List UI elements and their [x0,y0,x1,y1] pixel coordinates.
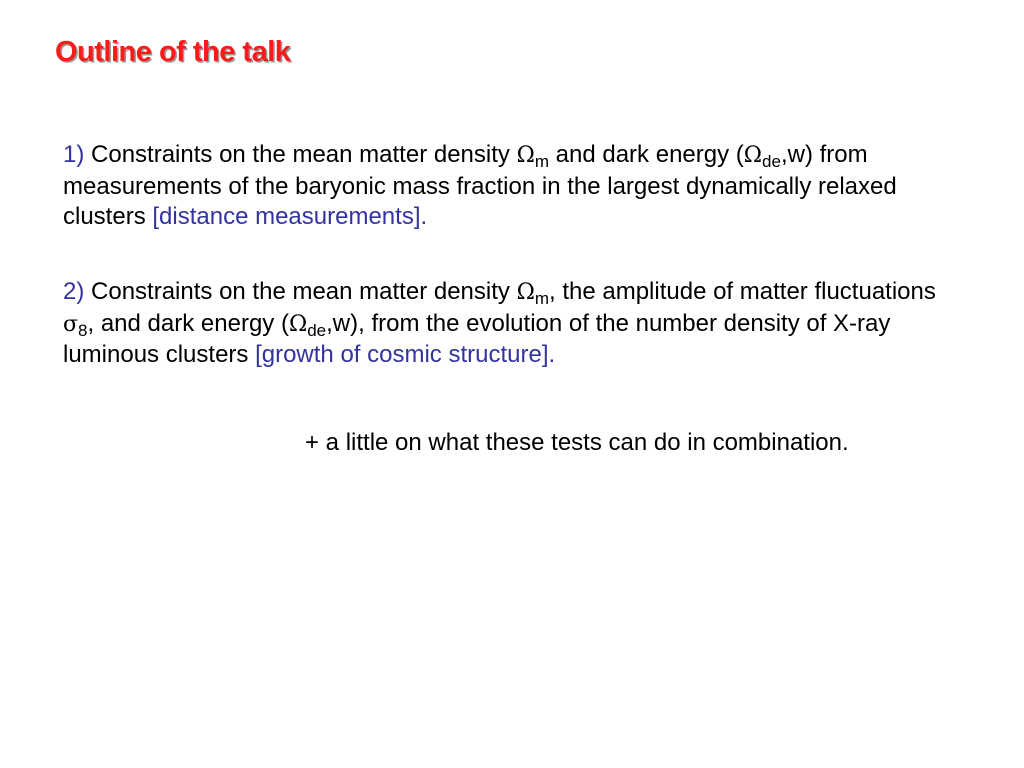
sigma-symbol: σ [63,311,79,337]
sigma-8-subscript: 8 [78,320,88,340]
point-text: Constraints on the mean matter density [91,141,517,168]
point-tag: [growth of cosmic structure]. [255,341,556,368]
point-tag: [distance measurements]. [152,203,428,230]
omega-de-subscript: de [762,152,781,171]
omega-de-subscript: de [307,320,327,340]
point-text: and dark energy ( [548,141,744,168]
point-text: Constraints on the mean matter density [91,278,517,305]
point-text: , and dark energy ( [87,309,289,337]
omega-m-subscript: m [534,289,549,308]
slide-title: Outline of the talk [55,36,291,68]
outline-point-1 [63,140,968,233]
omega-symbol: Ω [516,143,535,168]
combination-note: + a little on what these tests can do in combination. [305,429,849,456]
omega-symbol: Ω [516,280,535,305]
point-text: ,w) from measurements of the baryonic mass fraction in the largest dynamically relaxed clusters [63,141,897,230]
point-text: , the amplitude of matter fluctuations [548,278,936,305]
omega-symbol: Ω [743,143,763,168]
omega-symbol: Ω [288,311,308,337]
point-number: 1) [63,141,85,168]
point-number: 2) [63,278,85,305]
point-text: ,w), from the evolution of the number density of X-ray luminous clusters [63,309,891,368]
outline-point-2 [63,277,968,371]
omega-m-subscript: m [534,152,549,171]
